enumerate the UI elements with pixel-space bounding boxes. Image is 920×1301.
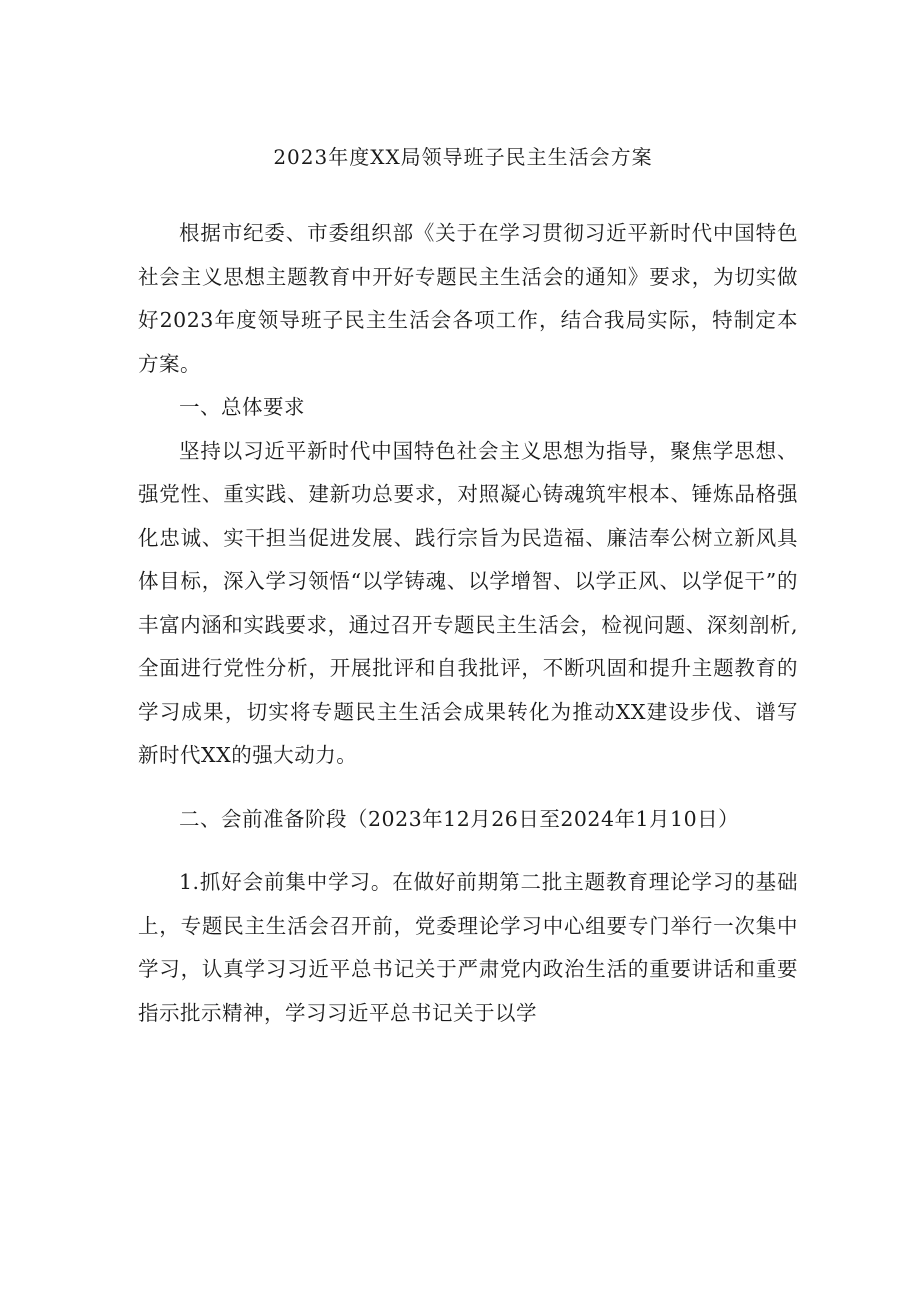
section-heading-preparation-stage: 二、会前准备阶段（2023年12月26日至2024年1月10日） xyxy=(179,806,740,831)
document-title: 2023年度XX局领导班子民主生活会方案 xyxy=(273,145,653,169)
general-requirements-paragraph: 坚持以习近平新时代中国特色社会主义思想为指导，聚焦学思想、强党性、重实践、建新功总要求，对照凝心铸魂筑牢根本、锤炼品格强化忠诚、实干担当促进发展、践行宗旨为民造福、廉洁奉公树立新风具体目标，深入学习领悟“以学铸魂、以学增智、以学正风、以学促干”的丰富内涵和实践要求，通过召开专题民主生活会，检视问题、深刻剖析,全面进行党性分析，开展批评和自我批评，不断巩固和提升主题教育的学习成果，切实将专题民主生活会成果转化为推动XX建设步伐、谱写新时代XX的强大动力。 xyxy=(138,438,798,767)
intro-paragraph: 根据市纪委、市委组织部《关于在学习贯彻习近平新时代中国特色社会主义思想主题教育中开好专题民主生活会的通知》要求，为切实做好2023年度领导班子民主生活会各项工作，结合我局实际，特制定本方案。 xyxy=(138,221,798,376)
section-heading-general-requirements: 一、总体要求 xyxy=(179,395,305,419)
document-body xyxy=(138,212,798,1035)
item-1-paragraph: 1.抓好会前集中学习。在做好前期第二批主题教育理论学习的基础上，专题民主生活会召开前，党委理论学习中心组要专门举行一次集中学习，认真学习习近平总书记关于严肃党内政治生活的重要讲话和重要指示批示精神，学习习近平总书记关于以学 xyxy=(138,870,798,1025)
